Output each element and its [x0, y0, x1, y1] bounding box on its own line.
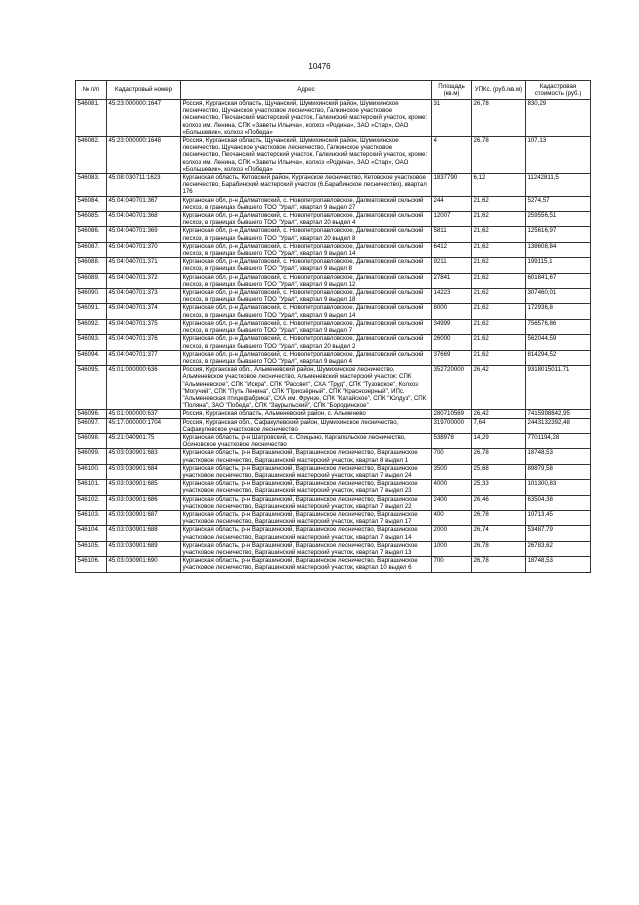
cell-cadastral-number: 45:21:040901:75	[107, 433, 181, 448]
cell-cadastral-number: 45:04:040701:377	[107, 350, 181, 365]
table-row	[76, 258, 591, 273]
cell-cadastral-number: 45:04:040701:373	[107, 289, 181, 304]
table-row	[76, 410, 591, 418]
cell-num: 546094.	[76, 350, 107, 365]
cell-upks: 25,68	[472, 464, 526, 479]
cell-num: 546090.	[76, 289, 107, 304]
cell-address: Курганская обл, р-н Далматовский, с. Новопетропавловское, Далматовский сельский лесхоз, в границах бывшего ТОО "Урал", квартал 9 выдел 14	[181, 242, 432, 257]
cell-address: Россия, Курганская область, Альменевский район, с. Альменево	[181, 410, 432, 418]
cell-num: 546093.	[76, 335, 107, 350]
cell-address: Курганская обл, р-н Далматовский, с. Новопетропавловское, Далматовский сельский лесхоз, в границах бывшего ТОО "Урал", квартал 9 выдел 12	[181, 273, 432, 288]
cell-area: 700	[432, 557, 472, 572]
cell-address: Курганская обл, р-н Далматовский, с. Новопетропавловское, Далматовский сельский лесхоз, в границах бывшего ТОО "Урал", квартал 9 выдел 8	[181, 258, 432, 273]
cell-address: Курганская обл, р-н Далматовский, с. Новопетропавловское, Далматовский сельский лесхоз, в границах бывшего ТОО "Урал", квартал 9 выдел 14	[181, 304, 432, 319]
cell-address: Курганская область, р-н Варгашинский, Варгашинское лесничество, Варгашинское участковое лесничество, Варгашинский мастерский участок, квартал 7 выдел 13	[181, 541, 432, 556]
cell-area: 9211	[432, 258, 472, 273]
cell-num: 546096.	[76, 410, 107, 418]
cell-num: 546104.	[76, 526, 107, 541]
table-row	[76, 366, 591, 410]
cell-num: 546087.	[76, 242, 107, 257]
cell-upks: 26,78	[472, 449, 526, 464]
header-cadastral-number: Кадастровый номер	[107, 81, 181, 100]
table-row	[76, 495, 591, 510]
cell-num: 546099.	[76, 449, 107, 464]
cell-cadastral-number: 45:23:000000:1648	[107, 137, 181, 174]
table-header-row	[76, 81, 591, 100]
cell-upks: 21,62	[472, 289, 526, 304]
cell-num: 546101.	[76, 480, 107, 495]
header-address: Адрес	[181, 81, 432, 100]
cell-cadastral-cost: 259556,51	[526, 212, 591, 227]
cell-num: 546097.	[76, 418, 107, 433]
cell-area: 700	[432, 449, 472, 464]
cell-cadastral-cost: 101300,83	[526, 480, 591, 495]
cell-cadastral-number: 45:03:030901:687	[107, 510, 181, 525]
cell-cadastral-cost: 756576,86	[526, 319, 591, 334]
cell-address: Курганская обл, р-н Далматовский, с. Новопетропавловское, Далматовский сельский лесхоз, в границах бывшего ТОО "Урал", квартал 9 выдел 27	[181, 196, 432, 211]
cell-cadastral-cost: 18748,53	[526, 449, 591, 464]
table-row	[76, 335, 591, 350]
cell-cadastral-cost: 53487,79	[526, 526, 591, 541]
cell-cadastral-cost: 11242811,5	[526, 174, 591, 197]
cell-address: Курганская обл, р-н Далматовский, с. Новопетропавловское, Далматовский сельский лесхоз, в границах бывшего ТОО "Урал", квартал 20 выдел 8	[181, 227, 432, 242]
cell-address: Курганская область, р-н Варгашинский, Варгашинское лесничество, Варгашинское участковое лесничество, Варгашинский мастерский участок, квартал 10 выдел 6	[181, 557, 432, 572]
cell-upks: 21,62	[472, 227, 526, 242]
table-row	[76, 464, 591, 479]
cell-cadastral-cost: 172936,8	[526, 304, 591, 319]
cell-cadastral-number: 45:04:040701:371	[107, 258, 181, 273]
cell-cadastral-cost: 10713,45	[526, 510, 591, 525]
cell-area: 5811	[432, 227, 472, 242]
cell-cadastral-number: 45:01:000000:637	[107, 410, 181, 418]
cell-address: Россия, Курганская область, Щучанский, Шумихинский район, Шумихинское лесничество, Щучанское участковое лесничество, Галкинское участковое лесничество, Песчанский мастерский участок, Галкинский мастерский участок, кроме: колхоз им. Ленина, СПК «Заветы Ильича», колхоз «Родина», ЗАО «Стар», ОАО «Большевик», колхоз «Победа»	[181, 100, 432, 137]
cell-cadastral-number: 45:04:040701:368	[107, 212, 181, 227]
table-row	[76, 273, 591, 288]
cell-address: Курганская область, р-н Варгашинский, Варгашинское лесничество, Варгашинское участковое лесничество, Варгашинский мастерский участок, квартал 7 выдел 22	[181, 495, 432, 510]
header-cadastral-cost: Кадастровая стоимость (руб.)	[526, 81, 591, 100]
cell-address: Курганская область, р-н Варгашинский, Варгашинское лесничество, Варгашинское участковое лесничество, Варгашинский мастерский участок, квартал 7 выдел 24	[181, 464, 432, 479]
cell-num: 546102.	[76, 495, 107, 510]
cell-cadastral-number: 45:03:030901:686	[107, 495, 181, 510]
cell-cadastral-cost: 199115,1	[526, 258, 591, 273]
cell-cadastral-number: 45:03:030901:684	[107, 464, 181, 479]
cell-cadastral-number: 45:04:040701:375	[107, 319, 181, 334]
table-row	[76, 212, 591, 227]
cell-area: 6412	[432, 242, 472, 257]
cell-cadastral-cost: 9318015011,71	[526, 366, 591, 410]
cell-upks: 26,78	[472, 541, 526, 556]
cell-area: 26000	[432, 335, 472, 350]
cell-num: 546100.	[76, 464, 107, 479]
table-row	[76, 541, 591, 556]
cell-cadastral-number: 45:04:040701:372	[107, 273, 181, 288]
cell-num: 546095.	[76, 366, 107, 410]
cell-cadastral-cost: 307460,01	[526, 289, 591, 304]
cell-cadastral-number: 45:03:030901:683	[107, 449, 181, 464]
cell-upks: 21,62	[472, 273, 526, 288]
cell-cadastral-cost: 601841,67	[526, 273, 591, 288]
cell-address: Россия, Курганская область, Щучанский, Шумихинский район, Шумихинское лесничество, Щучанское участковое лесничество, Галкинское участковое лесничество, Песчанский мастерский участок, Галкинский мастерский участок, кроме: колхоз им. Ленина, СПК «Заветы Ильича», колхоз «Родина», ЗАО «Стар», ОАО «Большевик», колхоз «Победа»	[181, 137, 432, 174]
cell-cadastral-number: 45:03:030901:688	[107, 526, 181, 541]
table-row	[76, 418, 591, 433]
table-row	[76, 480, 591, 495]
cell-area: 2000	[432, 526, 472, 541]
table-row	[76, 319, 591, 334]
cell-num: 546085.	[76, 212, 107, 227]
cell-num: 546103.	[76, 510, 107, 525]
cell-upks: 6,12	[472, 174, 526, 197]
cell-cadastral-cost: 107,13	[526, 137, 591, 174]
cell-num: 546089.	[76, 273, 107, 288]
cell-upks: 26,74	[472, 526, 526, 541]
cell-area: 538978	[432, 433, 472, 448]
cell-cadastral-number: 45:04:040701:370	[107, 242, 181, 257]
cell-area: 3500	[432, 464, 472, 479]
table-row	[76, 510, 591, 525]
header-upks: УПКс. (руб./кв.м)	[472, 81, 526, 100]
table-row	[76, 449, 591, 464]
cell-area: 2400	[432, 495, 472, 510]
cell-upks: 25,33	[472, 480, 526, 495]
cell-num: 546082.	[76, 137, 107, 174]
cell-num: 546088.	[76, 258, 107, 273]
cell-num: 546081.	[76, 100, 107, 137]
cell-area: 244	[432, 196, 472, 211]
cell-cadastral-number: 45:04:040701:367	[107, 196, 181, 211]
cell-area: 4	[432, 137, 472, 174]
cell-upks: 7,64	[472, 418, 526, 433]
cell-num: 546084.	[76, 196, 107, 211]
table-row	[76, 433, 591, 448]
cell-cadastral-number: 45:04:040701:374	[107, 304, 181, 319]
cell-upks: 21,62	[472, 304, 526, 319]
cell-address: Курганская область, р-н Шатровский, с. Спицыно, Каргапольское лесничество, Осиновское участковое лесничество	[181, 433, 432, 448]
header-num: № п/п	[76, 81, 107, 100]
cell-upks: 26,78	[472, 510, 526, 525]
cell-address: Курганская область, р-н Варгашинский, Варгашинское лесничество, Варгашинское участковое лесничество, Варгашинский мастерский участок, квартал 7 выдел 23	[181, 480, 432, 495]
cell-address: Россия, Курганская обл., Альменевский район, Шумихинское лесничество, Альменевское участковое лесничество, Альменевский мастерский участок: СПК "Альменевское", СПК "Искра", СПК "Рассвет", СХА "Труд", СПК "Тузовское", Колхоз "Могучий", СПК "Путь Ленина", СПК "Приозёрный", СПК "Краснозерный", ИПс. "Альменевская птицефабрика", СХА им. Фрунзе, СПК "Катайское", СПК "Юлдуз", СПК "Поляна", ЗАО "Победа", СПК "Заурыльский", СПК "Бородинское"	[181, 366, 432, 410]
table-row	[76, 526, 591, 541]
cell-area: 400	[432, 510, 472, 525]
cell-upks: 14,29	[472, 433, 526, 448]
cell-area: 37669	[432, 350, 472, 365]
table-row	[76, 557, 591, 572]
cell-cadastral-number: 45:04:040701:376	[107, 335, 181, 350]
cell-area: 31	[432, 100, 472, 137]
table-row	[76, 196, 591, 211]
cell-upks: 21,62	[472, 319, 526, 334]
cell-num: 546091.	[76, 304, 107, 319]
cell-upks: 21,62	[472, 335, 526, 350]
cell-cadastral-cost: 89879,58	[526, 464, 591, 479]
table-row	[76, 227, 591, 242]
cell-upks: 21,62	[472, 258, 526, 273]
cell-cadastral-number: 45:03:030901:690	[107, 557, 181, 572]
cell-cadastral-cost: 138608,84	[526, 242, 591, 257]
cell-upks: 21,62	[472, 196, 526, 211]
cell-area: 27841	[432, 273, 472, 288]
cell-cadastral-cost: 63504,38	[526, 495, 591, 510]
cell-upks: 21,62	[472, 212, 526, 227]
table-row	[76, 100, 591, 137]
cell-num: 546086.	[76, 227, 107, 242]
cell-cadastral-number: 45:04:040701:369	[107, 227, 181, 242]
cell-address: Курганская область, р-н Варгашинский, Варгашинское лесничество, Варгашинское участковое лесничество, Варгашинский мастерский участок, квартал 8 выдел 1	[181, 449, 432, 464]
cell-cadastral-cost: 562044,59	[526, 335, 591, 350]
cell-area: 12007	[432, 212, 472, 227]
cell-upks: 26,78	[472, 100, 526, 137]
cell-upks: 26,42	[472, 366, 526, 410]
cell-area: 1837790	[432, 174, 472, 197]
cadastral-table	[75, 80, 591, 573]
table-row	[76, 242, 591, 257]
cell-num: 546083.	[76, 174, 107, 197]
cell-upks: 26,42	[472, 410, 526, 418]
cell-upks: 26,78	[472, 557, 526, 572]
cell-area: 1000	[432, 541, 472, 556]
cell-num: 546105.	[76, 541, 107, 556]
table-row	[76, 174, 591, 197]
cell-address: Курганская обл, р-н Далматовский, с. Новопетропавловское, Далматовский сельский лесхоз, в границах бывшего ТОО "Урал", квартал 9 выдел 18	[181, 289, 432, 304]
header-area: Площадь (кв.м)	[432, 81, 472, 100]
cell-address: Курганская область, р-н Варгашинский, Варгашинское лесничество, Варгашинское участковое лесничество, Варгашинский мастерский участок, квартал 7 выдел 14	[181, 526, 432, 541]
table-row	[76, 137, 591, 174]
cell-address: Россия, Курганская обл., Сафакулевский район, Шумихинское лесничество, Сафакулевское участковое лесничество	[181, 418, 432, 433]
cell-cadastral-number: 45:17:000000:1704	[107, 418, 181, 433]
cell-upks: 26,78	[472, 137, 526, 174]
cell-cadastral-number: 45:03:030901:685	[107, 480, 181, 495]
cell-cadastral-cost: 5274,57	[526, 196, 591, 211]
page-number: 10476	[308, 62, 331, 71]
cell-cadastral-cost: 830,29	[526, 100, 591, 137]
cell-upks: 26,46	[472, 495, 526, 510]
cell-num: 546092.	[76, 319, 107, 334]
cell-area: 4000	[432, 480, 472, 495]
cell-area: 34999	[432, 319, 472, 334]
cell-cadastral-number: 45:03:030901:689	[107, 541, 181, 556]
table-row	[76, 350, 591, 365]
cell-num: 546098.	[76, 433, 107, 448]
cell-area: 352720000	[432, 366, 472, 410]
cell-upks: 21,62	[472, 350, 526, 365]
cell-area: 280710569	[432, 410, 472, 418]
cell-cadastral-cost: 7701194,28	[526, 433, 591, 448]
cell-address: Курганская обл, р-н Далматовский, с. Новопетропавловское, Далматовский сельский лесхоз, в границах бывшего ТОО "Урал", квартал 9 выдел 4	[181, 350, 432, 365]
cell-cadastral-number: 45:23:000000:1647	[107, 100, 181, 137]
cell-area: 14223	[432, 289, 472, 304]
cell-cadastral-cost: 814294,52	[526, 350, 591, 365]
cell-address: Курганская обл, р-н Далматовский, с. Новопетропавловское, Далматовский сельский лесхоз, в границах бывшего ТОО "Урал", квартал 9 выдел 7	[181, 319, 432, 334]
cell-cadastral-cost: 18748,53	[526, 557, 591, 572]
cell-cadastral-number: 45:08:030711:1623	[107, 174, 181, 197]
cell-upks: 21,62	[472, 242, 526, 257]
cell-cadastral-cost: 125616,97	[526, 227, 591, 242]
table-row	[76, 304, 591, 319]
cell-cadastral-number: 45:01:000000:636	[107, 366, 181, 410]
cell-address: Курганская обл, р-н Далматовский, с. Новопетропавловское, Далматовский сельский лесхоз, в границах бывшего ТОО "Урал", квартал 20 выдел 4	[181, 212, 432, 227]
cell-address: Курганская обл, р-н Далматовский, с. Новопетропавловское, Далматовский сельский лесхоз, в границах бывшего ТОО "Урал", квартал 20 выдел 2	[181, 335, 432, 350]
cell-cadastral-cost: 26783,62	[526, 541, 591, 556]
cell-cadastral-cost: 2443132392,48	[526, 418, 591, 433]
cell-address: Курганская область, р-н Варгашинский, Варгашинское лесничество, Варгашинское участковое лесничество, Варгашинский мастерский участок, квартал 7 выдел 17	[181, 510, 432, 525]
cell-address: Курганская область, Кетовский район, Курганское лесничество, Кетовское участковое лесничество, Барабинский мастерский участок (6.Барабинское лесничество), квартал 176	[181, 174, 432, 197]
cell-area: 8000	[432, 304, 472, 319]
table-row	[76, 289, 591, 304]
cell-area: 319700000	[432, 418, 472, 433]
cell-cadastral-cost: 7415998842,95	[526, 410, 591, 418]
cell-num: 546106.	[76, 557, 107, 572]
